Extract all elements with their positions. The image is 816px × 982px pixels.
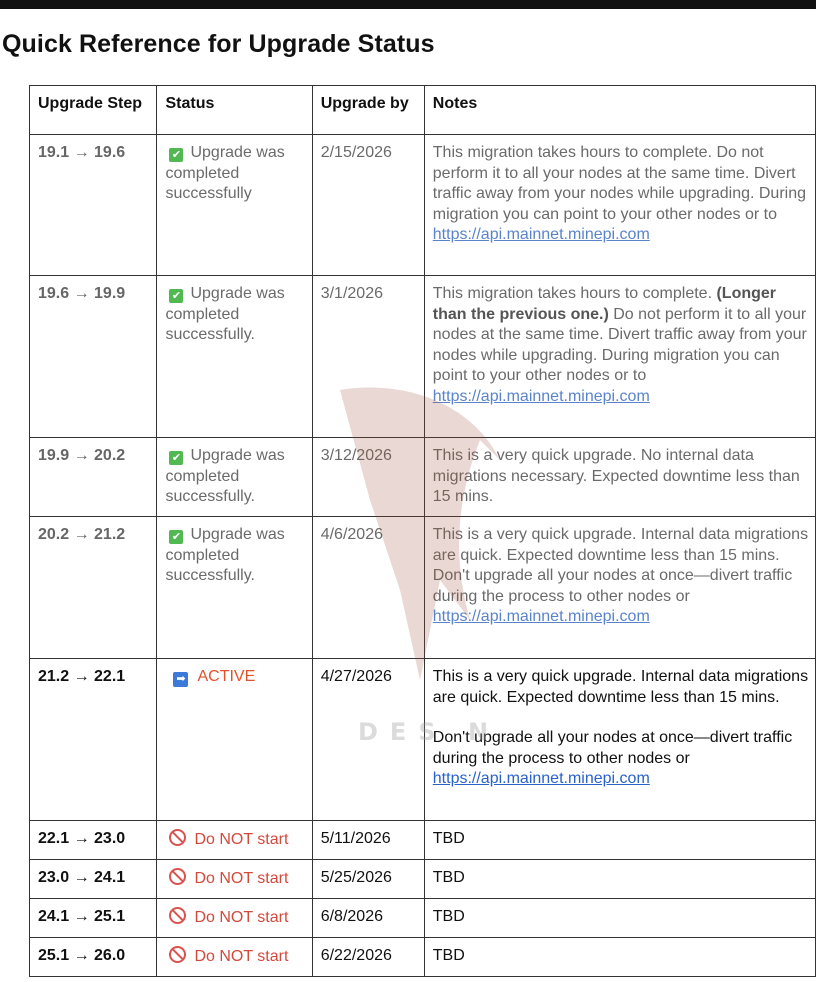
check-icon: ✔ xyxy=(169,451,183,465)
notes-cell: TBD xyxy=(424,899,815,938)
status-text: Do NOT start xyxy=(194,870,289,887)
step-cell xyxy=(30,821,157,860)
status-text: Do NOT start xyxy=(194,948,289,965)
header-notes: Notes xyxy=(424,86,815,135)
header-upgrade-by: Upgrade by xyxy=(312,86,424,135)
no-entry-icon xyxy=(169,907,186,924)
header-upgrade-step: Upgrade Step xyxy=(30,86,157,135)
notes-cell xyxy=(424,659,815,821)
upgrade-by-cell: 5/25/2026 xyxy=(312,860,424,899)
notes-cell: TBD xyxy=(424,860,815,899)
table-row xyxy=(30,899,816,938)
status-text: Upgrade was completed successfully. xyxy=(165,526,285,584)
page-title: Quick Reference for Upgrade Status xyxy=(2,30,435,58)
api-link[interactable]: https://api.mainnet.minepi.com xyxy=(432,770,650,787)
upgrade-by-cell: 3/12/2026 xyxy=(312,438,424,517)
step-cell xyxy=(30,938,157,977)
table-header-row xyxy=(30,86,816,135)
step-cell xyxy=(30,276,157,438)
table-row xyxy=(30,135,816,276)
upgrade-step: 19.1 → 19.6 xyxy=(38,144,126,161)
status-cell xyxy=(157,135,312,276)
status-text: Do NOT start xyxy=(194,831,289,848)
top-bar xyxy=(0,0,816,9)
status-text: Upgrade was completed successfully xyxy=(165,144,285,202)
step-cell xyxy=(30,899,157,938)
upgrade-by-cell: 4/27/2026 xyxy=(312,659,424,821)
arrow-right-icon: ➡ xyxy=(173,672,188,687)
status-cell xyxy=(157,438,312,517)
notes-cell: TBD xyxy=(424,821,815,860)
upgrade-step: 24.1 → 25.1 xyxy=(38,908,126,925)
table-row xyxy=(30,821,816,860)
status-cell xyxy=(157,938,312,977)
header-status: Status xyxy=(157,86,312,135)
notes-text: This is a very quick upgrade. Internal data migrations are quick. Expected downtime less than 15 mins. xyxy=(432,668,809,706)
status-cell xyxy=(157,659,312,821)
upgrade-by-cell: 2/15/2026 xyxy=(312,135,424,276)
status-cell xyxy=(157,517,312,659)
upgrade-step: 21.2 → 22.1 xyxy=(38,668,126,685)
check-icon: ✔ xyxy=(169,289,183,303)
no-entry-icon xyxy=(169,946,186,963)
status-text: Upgrade was completed successfully. xyxy=(165,447,285,505)
upgrade-by-cell: 6/22/2026 xyxy=(312,938,424,977)
status-text: Do NOT start xyxy=(194,909,289,926)
notes-text: This is a very quick upgrade. Internal data migrations are quick. Expected downtime less than 15 mins. Don't upgrade all your nodes at once—divert traffic during the process to other nodes or xyxy=(432,526,809,605)
status-text: ACTIVE xyxy=(197,668,256,685)
status-cell xyxy=(157,821,312,860)
notes-cell xyxy=(424,276,815,438)
notes-text: This is a very quick upgrade. No internal data migrations necessary. Expected downtime less than 15 mins. xyxy=(432,447,800,505)
api-link[interactable]: https://api.mainnet.minepi.com xyxy=(432,608,650,625)
table-row xyxy=(30,860,816,899)
notes-bold-text: (Longer than the previous one.) xyxy=(432,285,777,323)
table-row xyxy=(30,938,816,977)
notes-cell xyxy=(424,438,815,517)
status-text: Upgrade was completed successfully. xyxy=(165,285,285,343)
upgrade-step: 19.6 → 19.9 xyxy=(38,285,126,302)
upgrade-step: 25.1 → 26.0 xyxy=(38,947,126,964)
upgrade-status-table xyxy=(29,85,816,977)
upgrade-by-cell: 6/8/2026 xyxy=(312,899,424,938)
notes-text-continued: Don't upgrade all your nodes at once—divert traffic during the process to other nodes or xyxy=(432,729,793,767)
notes-cell: TBD xyxy=(424,938,815,977)
notes-text: This migration takes hours to complete. Do not perform it to all your nodes at the same time. Divert traffic away from your nodes while upgrading. During migration you can point to your other nodes or to xyxy=(432,144,807,223)
api-link[interactable]: https://api.mainnet.minepi.com xyxy=(432,387,650,405)
api-link[interactable]: https://api.mainnet.minepi.com xyxy=(432,226,650,243)
step-cell xyxy=(30,135,157,276)
status-cell xyxy=(157,276,312,438)
upgrade-step: 20.2 → 21.2 xyxy=(38,526,126,543)
upgrade-step: 23.0 → 24.1 xyxy=(38,869,126,886)
no-entry-icon xyxy=(169,868,186,885)
notes-cell xyxy=(424,135,815,276)
table-row xyxy=(30,276,816,438)
step-cell xyxy=(30,517,157,659)
upgrade-step: 19.9 → 20.2 xyxy=(38,447,126,464)
table-row xyxy=(30,517,816,659)
step-cell xyxy=(30,860,157,899)
status-cell xyxy=(157,860,312,899)
upgrade-by-cell: 3/1/2026 xyxy=(312,276,424,438)
check-icon: ✔ xyxy=(169,530,183,544)
no-entry-icon xyxy=(169,829,186,846)
upgrade-by-cell: 5/11/2026 xyxy=(312,821,424,860)
status-cell xyxy=(157,899,312,938)
check-icon: ✔ xyxy=(169,148,183,162)
design-watermark: DES N xyxy=(358,718,501,746)
notes-text-continued: Do not perform it to all your nodes at the same time. Divert traffic away from your nodes while upgrading. During migration you can point to your other nodes or to xyxy=(432,305,807,384)
upgrade-step: 22.1 → 23.0 xyxy=(38,830,126,847)
notes-cell xyxy=(424,517,815,659)
table-row xyxy=(30,438,816,517)
notes-text: This migration takes hours to complete. xyxy=(432,285,713,302)
upgrade-by-cell: 4/6/2026 xyxy=(312,517,424,659)
step-cell xyxy=(30,438,157,517)
table-row xyxy=(30,659,816,821)
step-cell xyxy=(30,659,157,821)
